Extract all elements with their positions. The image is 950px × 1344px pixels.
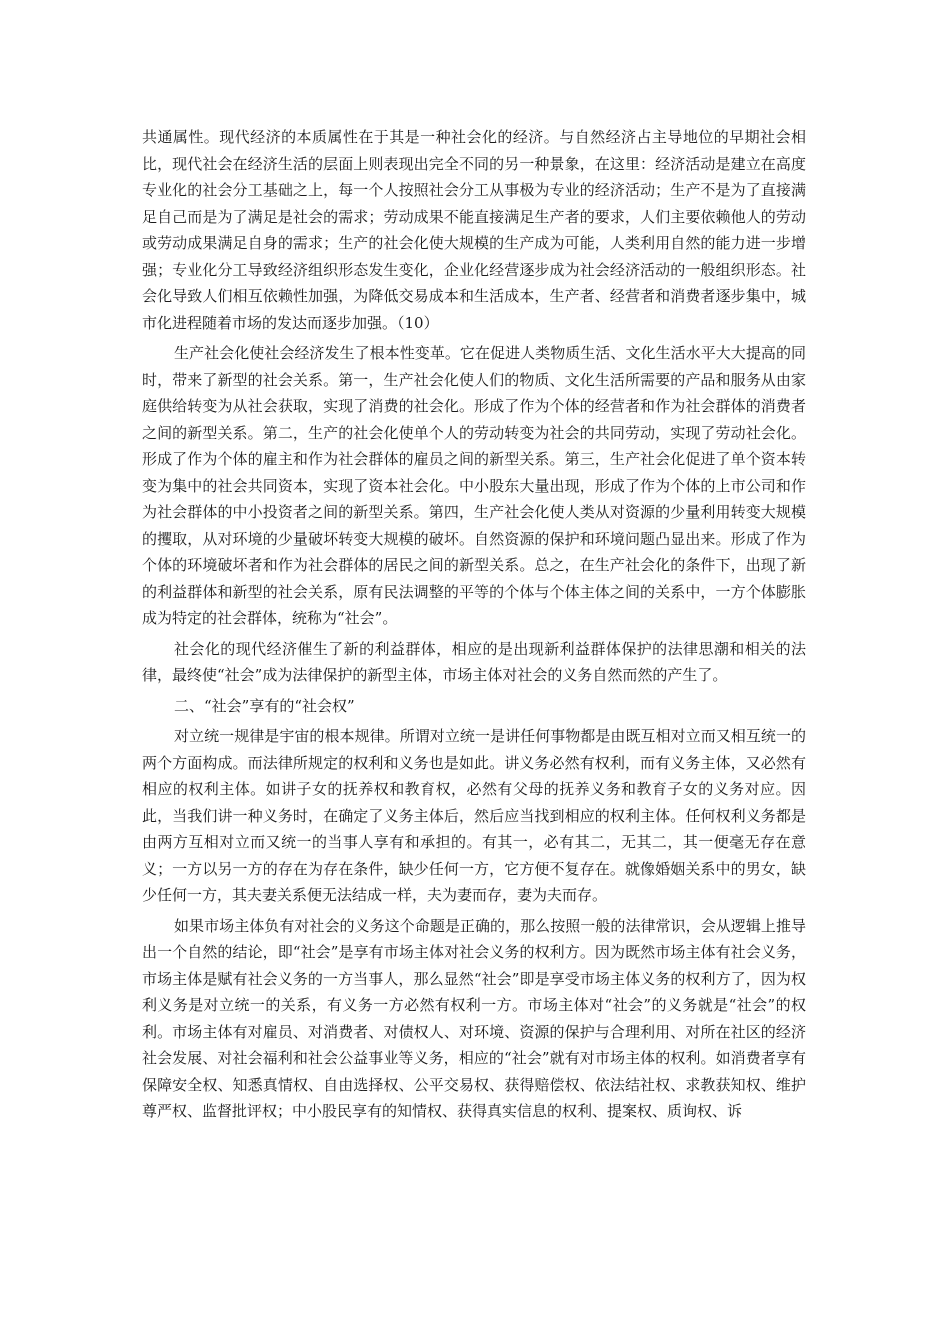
paragraph-production-socialization: 生产社会化使社会经济发生了根本性变革。它在促进人类物质生活、文化生活水平大大提高的同时，带来了新型的社会关系。第一，生产社会化使人们的物质、文化生活所需要的产品和服务从由家庭供给转变为从社会获取，实现了消费的社会化。形成了作为个体的经营者和作为社会群体的消费者之间的新型关系。第二，生产的社会化使单个人的劳动转变为社会的共同劳动，实现了劳动社会化。形成了作为个体的雇主和作为社会群体的雇员之间的新型关系。第三，生产社会化促进了单个资本转变为集中的社会共同资本，实现了资本社会化。中小股东大量出现，形成了作为个体的上市公司和作为社会群体的中小投资者之间的新型关系。第四，生产社会化使人类从对资源的少量利用转变大规模的攫取，从对环境的少量破坏转变大规模的破坏。自然资源的保护和环境问题凸显出来。形成了作为个体的环境破坏者和作为社会群体的居民之间的新型关系。总之，在生产社会化的条件下，出现了新的利益群体和新型的社会关系，原有民法调整的平等的个体与个体主体之间的关系中，一方个体膨胀成为特定的社会群体，统称为“社会”。 [142,344,806,627]
paragraph-continued: 共通属性。现代经济的本质属性在于其是一种社会化的经济。与自然经济占主导地位的早期社会相比，现代社会在经济生活的层面上则表现出完全不同的另一种景象，在这里：经济活动是建立在高度专业化的社会分工基础之上，每一个人按照社会分工从事极为专业的经济活动；生产不是为了直接满足自己而是为了满足是社会的需求；劳动成果不能直接满足生产者的要求，人们主要依赖他人的劳动或劳动成果满足自身的需求；生产的社会化使大规模的生产成为可能，人类利用自然的能力进一步增强；专业化分工导致经济组织形态发生变化，企业化经营逐步成为社会经济活动的一般组织形态。社会化导致人们相互依赖性加强，为降低交易成本和生活成本，生产者、经营者和消费者逐步集中，城市化进程随着市场的发达而逐步加强。（10） [142,128,806,332]
section-heading: 二、“社会”享有的“社会权” [174,696,355,715]
paragraph-market-subject-obligations: 如果市场主体负有对社会的义务这个命题是正确的，那么按照一般的法律常识，会从逻辑上推导出一个自然的结论，即“社会”是享有市场主体对社会义务的权利方。因为既然市场主体有社会义务，市场主体是赋有社会义务的一方当事人，那么显然“社会”即是享受市场主体义务的权利方了，因为权利义务是对立统一的关系，有义务一方必然有权利一方。市场主体对“社会”的义务就是“社会”的权利。市场主体有对雇员、对消费者、对债权人、对环境、资源的保护与合理利用、对所在社区的经济社会发展、对社会福利和社会公益事业等义务，相应的“社会”就有对市场主体的权利。如消费者享有保障安全权、知悉真情权、自由选择权、公平交易权、获得赔偿权、依法结社权、求教获知权、维护尊严权、监督批评权；中小股民享有的知情权、获得真实信息的权利、提案权、质询权、诉 [142,916,806,1120]
document-body [142,124,806,1129]
paragraph-unity-of-opposites: 对立统一规律是宇宙的根本规律。所谓对立统一是讲任何事物都是由既互相对立而又相互统一的两个方面构成。而法律所规定的权利和义务也是如此。讲义务必然有权利，而有义务主体，又必然有相应的权利主体。如讲子女的抚养权和教育权，必然有父母的抚养义务和教育子女的义务对应。因此，当我们讲一种义务时，在确定了义务主体后，然后应当找到相应的权利主体。任何权利义务都是由两方互相对立而又统一的当事人享有和承担的。有其一，必有其二，无其二，其一便毫无存在意义；一方以另一方的存在为存在条件，缺少任何一方，它方便不复存在。就像婚姻关系中的男女，缺少任何一方，其夫妻关系便无法结成一样，夫为妻而存，妻为夫而存。 [142,727,806,904]
paragraph-new-interest-groups: 社会化的现代经济催生了新的利益群体，相应的是出现新利益群体保护的法律思潮和相关的法律，最终使“社会”成为法律保护的新型主体，市场主体对社会的义务自然而然的产生了。 [142,639,806,684]
